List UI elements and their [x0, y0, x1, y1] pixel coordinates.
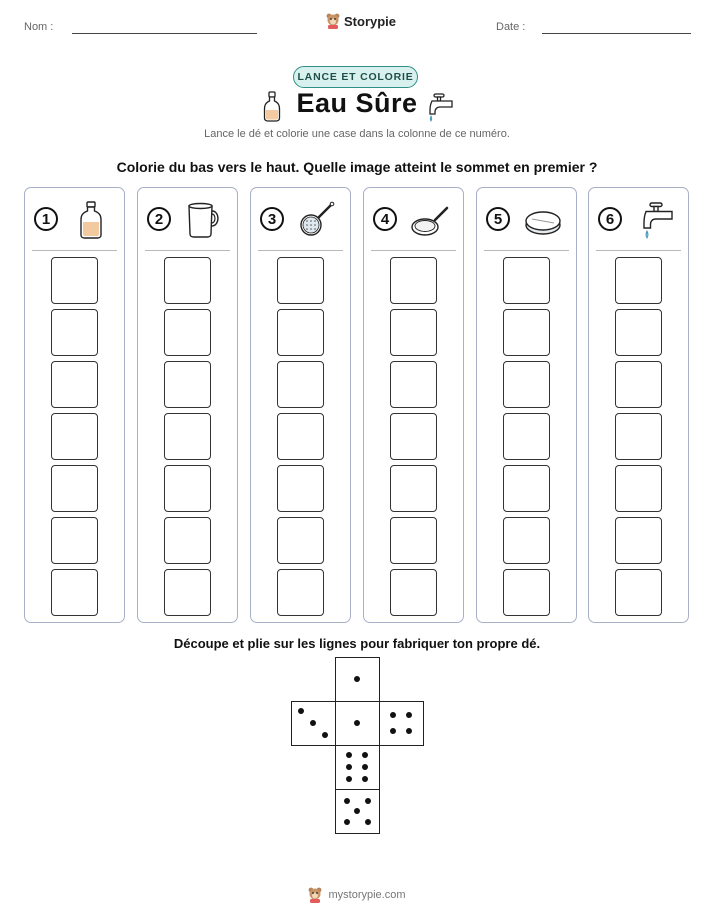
name-line[interactable]: [72, 33, 257, 34]
color-cell[interactable]: [277, 309, 324, 356]
color-cell[interactable]: [615, 465, 662, 512]
dice-face-right: [379, 701, 424, 746]
dice-face-center: [335, 701, 380, 746]
color-cell[interactable]: [277, 413, 324, 460]
dice-pip: [346, 776, 352, 782]
color-cell[interactable]: [51, 569, 98, 616]
column-number: 2: [147, 207, 171, 231]
faucet-icon: [636, 200, 674, 240]
column-3: [250, 187, 351, 623]
brand-name: Storypie: [344, 13, 397, 29]
color-cell[interactable]: [390, 517, 437, 564]
color-cell[interactable]: [615, 361, 662, 408]
color-cell[interactable]: [390, 257, 437, 304]
date-line[interactable]: [542, 33, 691, 34]
dice-pip: [354, 676, 360, 682]
water-tablet-icon: [524, 200, 562, 240]
color-cell[interactable]: [503, 361, 550, 408]
color-cell[interactable]: [164, 465, 211, 512]
bottle-icon: [72, 200, 110, 240]
color-cell[interactable]: [503, 413, 550, 460]
column-divider: [596, 250, 681, 251]
column-divider: [145, 250, 230, 251]
dice-pip: [346, 764, 352, 770]
mug-icon: [185, 200, 223, 240]
storypie-mascot-icon: [308, 887, 322, 903]
color-cell[interactable]: [51, 517, 98, 564]
dice-face-bottom: [335, 789, 380, 834]
column-number: 1: [34, 207, 58, 231]
page-title: Eau Sûre: [296, 88, 418, 118]
color-cell[interactable]: [503, 517, 550, 564]
dice-pip: [322, 732, 328, 738]
column-4: [363, 187, 464, 623]
dice-pip: [354, 720, 360, 726]
date-label: Date :: [496, 21, 526, 33]
dice-pip: [298, 708, 304, 714]
column-divider: [258, 250, 343, 251]
column-5: [476, 187, 577, 623]
color-cell[interactable]: [503, 309, 550, 356]
column-number: 4: [373, 207, 397, 231]
dice-pip: [365, 819, 371, 825]
column-number: 6: [598, 207, 622, 231]
color-cell[interactable]: [390, 309, 437, 356]
dice-face-top: [335, 657, 380, 702]
dice-pip: [310, 720, 316, 726]
color-cell[interactable]: [390, 465, 437, 512]
strainer-icon: [298, 200, 336, 240]
dice-pip: [365, 798, 371, 804]
dice-pip: [346, 752, 352, 758]
column-number: 5: [486, 207, 510, 231]
color-cell[interactable]: [615, 569, 662, 616]
color-cell[interactable]: [390, 413, 437, 460]
color-cell[interactable]: [51, 465, 98, 512]
color-cell[interactable]: [390, 361, 437, 408]
color-cell[interactable]: [277, 361, 324, 408]
color-cell[interactable]: [277, 569, 324, 616]
color-cell[interactable]: [277, 257, 324, 304]
dice-pip: [344, 819, 350, 825]
color-cell[interactable]: [615, 413, 662, 460]
column-divider: [484, 250, 569, 251]
frying-pan-icon: [411, 200, 449, 240]
color-cell[interactable]: [51, 361, 98, 408]
color-cell[interactable]: [51, 309, 98, 356]
dice-pip: [390, 712, 396, 718]
dice-face-left: [291, 701, 336, 746]
dice-pip: [390, 728, 396, 734]
faucet-icon: [426, 92, 456, 122]
brand-logo: [326, 13, 396, 29]
color-cell[interactable]: [615, 309, 662, 356]
color-cell[interactable]: [164, 517, 211, 564]
storypie-mascot-icon: [326, 13, 340, 29]
color-cell[interactable]: [503, 569, 550, 616]
color-cell[interactable]: [164, 569, 211, 616]
column-number: 3: [260, 207, 284, 231]
column-divider: [32, 250, 117, 251]
dice-face-lower: [335, 745, 380, 790]
color-cell[interactable]: [277, 465, 324, 512]
color-cell[interactable]: [164, 257, 211, 304]
color-cell[interactable]: [615, 257, 662, 304]
color-cell[interactable]: [164, 413, 211, 460]
color-cell[interactable]: [277, 517, 324, 564]
color-cell[interactable]: [164, 361, 211, 408]
dice-pip: [362, 752, 368, 758]
color-cell[interactable]: [503, 465, 550, 512]
footer-url: mystorypie.com: [328, 889, 406, 901]
dice-pip: [362, 776, 368, 782]
column-1: [24, 187, 125, 623]
dice-pip: [344, 798, 350, 804]
dice-pip: [406, 712, 412, 718]
column-2: [137, 187, 238, 623]
column-divider: [371, 250, 456, 251]
color-cell[interactable]: [51, 413, 98, 460]
column-6: [588, 187, 689, 623]
page-subtitle: Lance le dé et colorie une case dans la colonne de ce numéro.: [204, 128, 510, 140]
dice-pip: [354, 808, 360, 814]
color-cell[interactable]: [615, 517, 662, 564]
instruction-dice: Découpe et plie sur les lignes pour fabriquer ton propre dé.: [173, 636, 541, 651]
color-cell[interactable]: [503, 257, 550, 304]
dice-pip: [406, 728, 412, 734]
activity-badge: LANCE ET COLORIE: [293, 66, 418, 88]
name-label: Nom :: [24, 21, 54, 33]
color-cell[interactable]: [164, 309, 211, 356]
instruction-color: Colorie du bas vers le haut. Quelle image atteint le sommet en premier ?: [116, 159, 598, 175]
color-cell[interactable]: [390, 569, 437, 616]
dice-pip: [362, 764, 368, 770]
color-cell[interactable]: [51, 257, 98, 304]
footer: [0, 887, 714, 903]
